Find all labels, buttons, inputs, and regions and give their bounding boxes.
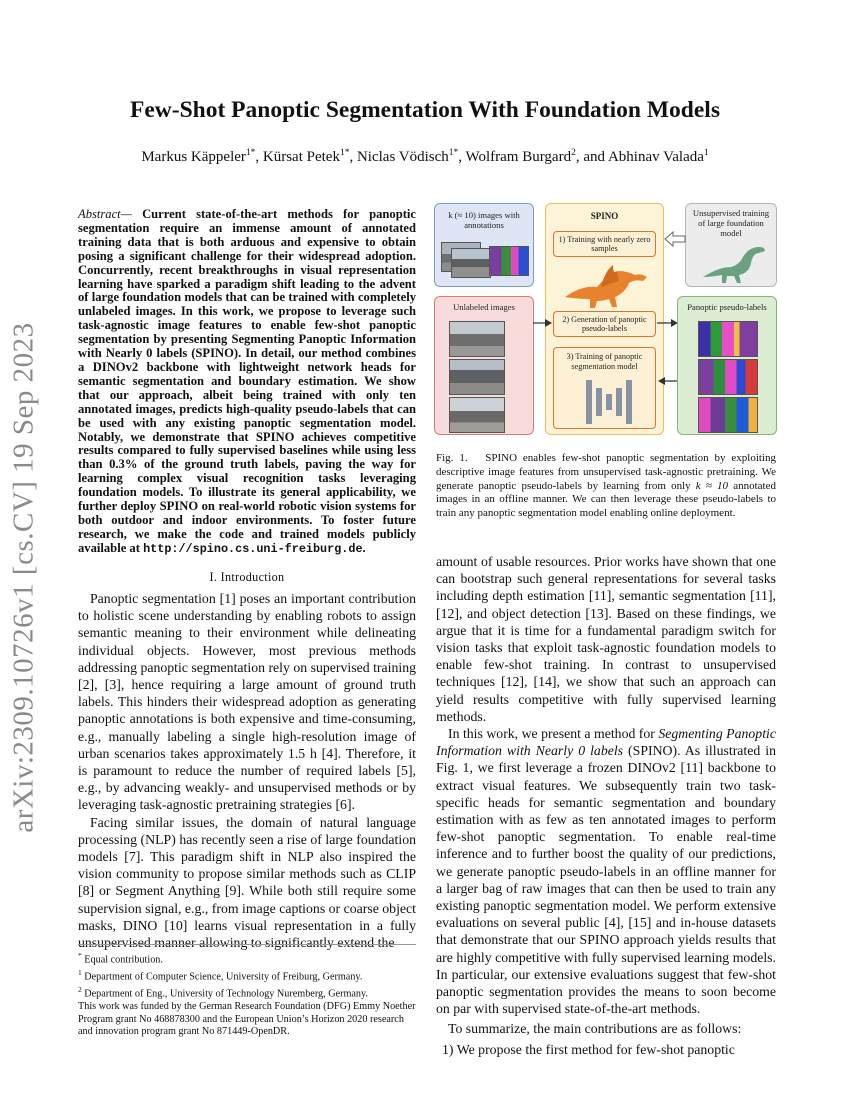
footnote-mark: 1: [78, 967, 82, 977]
figure-caption: [436, 452, 776, 521]
footnote-mark: 2: [78, 984, 82, 994]
arxiv-id-text: arXiv:2309.10726v1 [cs.CV] 19 Sep 2023: [7, 322, 40, 833]
footnote: [78, 984, 416, 1001]
paragraph-text: (SPINO). As illustrated in Fig. 1, we first leverage a frozen DINOv2 [11] backbone to extract visual features. We subsequently train two task-specific heads for semantic segmentation and boundary estimation with as few as ten annotated images to perform few-shot panoptic segmentation. To enable real-time inference and to further boost the quality of our predictions, we generate panoptic pseudo-labels in an offline manner for a larger bag of raw images that can then be used to train any existing panoptic segmentation model. We perform extensive evaluations on several public [4], [15] and in-house datasets that demonstrate that our SPINO approach yields results that are highly competitive with fully supervised learning models. In particular, our extensive evaluations suggest that few-shot panoptic segmentation provides the means to soon become on par with supervised state-of-the-art methods.: [436, 743, 776, 1017]
footnote-text: Equal contribution.: [84, 954, 163, 966]
annotated-images-box: [434, 203, 534, 287]
arrow-left-icon: [657, 376, 679, 386]
author-affiliation-mark: 1: [703, 148, 709, 158]
author-affiliation-mark: 2: [571, 148, 576, 158]
footnote: [78, 950, 416, 967]
paragraph-text: In this work, we present a method for: [448, 726, 655, 742]
abstract-label: Abstract—: [78, 207, 132, 221]
annotated-image-thumbnail: [451, 248, 491, 278]
step-2-box: 2) Generation of panoptic pseudo-labels: [553, 311, 656, 337]
arrow-left-icon: [663, 231, 687, 247]
unlabeled-image-thumbnail: [449, 397, 505, 433]
author-name: Wolfram Burgard: [465, 149, 572, 165]
caption-math: k ≈ 10: [695, 479, 729, 492]
pseudo-label-thumbnail: [698, 359, 758, 395]
spino-label: SPINO: [590, 211, 619, 221]
caption-text: SPINO enables few-shot panoptic segmentation by exploiting descriptive image features from unsupervised task-agnostic pretraining. We generate panoptic pseudo-labels by learning from only: [436, 452, 776, 492]
paper-title: Few-Shot Panoptic Segmentation With Foundation Models: [130, 97, 720, 123]
author-name: Niclas Vödisch: [356, 149, 449, 165]
unlabeled-images-box: [434, 296, 534, 435]
intro-paragraph: Panoptic segmentation [1] poses an important contribution to holistic scene understanding by enabling robots to assign semantic meaning to their environment while delineating individual objects. However, most previous methods addressing panoptic segmentation rely on supervised training [2], [3], hence requiring a large amount of ground truth labels. This hinders their widespread adoption as generating panoptic annotations is both expensive and time-consuming, e.g., manually labeling a single high-resolution image of urban scenarios takes approximately 1.5 h [4]. Therefore, it is paramount to reduce the number of required labels [5], e.g., by advancing weakly- and unsupervised methods or by leveraging task-agnostic pretraining strategies [6].: [78, 591, 416, 813]
section-heading: [78, 570, 416, 585]
annotation-mask-thumbnail: [489, 246, 529, 276]
figure-1-diagram: [434, 201, 778, 437]
abstract-end: .: [362, 540, 366, 555]
section-heading-text: I. Introduction: [209, 570, 285, 584]
abstract: [78, 208, 416, 557]
step-3-label: 3) Training of panoptic segmentation model: [566, 352, 643, 371]
unlabeled-image-thumbnail: [449, 321, 505, 357]
author-name: Abhinav Valada: [607, 149, 704, 165]
caption-text: annotated images in an offline manner. We can then leverage these pseudo-labels to train any panoptic segmentation model enabling online deployment.: [436, 479, 776, 520]
pseudo-labels-label: Panoptic pseudo-labels: [687, 302, 767, 312]
author-affiliation-mark: 1*: [448, 148, 459, 158]
project-url-link[interactable]: http://spino.cs.uni-freiburg.de: [143, 541, 363, 556]
pseudo-labels-box: [677, 296, 777, 435]
arrow-right-icon: [657, 318, 679, 328]
intro-left-column: [78, 570, 416, 951]
funding-note: This work was funded by the German Research Foundation (DFG) Emmy Noether Program grant No 468878300 and the European Union’s Horizon 2020 research and innovation program grant No 871449-OpenDR.: [78, 1000, 416, 1038]
arrow-right-icon: [533, 318, 553, 328]
author-conjunction: and: [583, 149, 605, 165]
footnote-text: Department of Computer Science, University of Freiburg, Germany.: [84, 971, 363, 983]
segmentation-network-icon: [584, 376, 634, 426]
caption-label: Fig. 1.: [436, 452, 468, 464]
intro-paragraph: Facing similar issues, the domain of natural language processing (NLP) has recently seen a rise of large foundation models [7]. This paradigm shift in NLP also inspired the vision community to propose similar methods such as CLIP [8] or Segment Anything [9]. While both still require some supervision signal, e.g., from image captions or coarse object masks, DINO [10] learns visual representation in a fully unsupervised manner allowing to significantly extend the: [78, 814, 416, 951]
intro-paragraph: amount of usable resources. Prior works have shown that one can bootstrap such general representations for several tasks including depth estimation [11], semantic segmentation [11], [12], and object detection [13]. Based on these findings, we argue that it is time for a fundamental paradigm switch for vision tasks that exploit task-agnostic foundation models to enable few-shot training. In contrast to unsupervised techniques [12], [14], we show that such an approach can yield results competitive with fully supervised learning methods.: [436, 554, 776, 724]
step-1-box: 1) Training with nearly zero samples: [553, 231, 656, 257]
footnote-mark: *: [78, 951, 82, 960]
intro-right-column: [436, 553, 776, 1058]
contribution-list-item: 1) We propose the first method for few-shot panoptic: [442, 1041, 735, 1057]
annotated-images-label: k (≈ 10) images with annotations: [448, 210, 520, 230]
author-list: Markus Käppeler$^{1*}$, Kürsat Petek$^{1*}$, Niclas Vödisch$^{1*}$, Wolfram Burgard$^2$, and Abhinav Valada$^1$: [141, 148, 709, 165]
author-affiliation-mark: 1*: [339, 148, 350, 158]
footnote-text: Department of Eng., University of Technology Nuremberg, Germany.: [84, 988, 369, 1000]
arxiv-side-stamp: [4, 295, 44, 860]
unlabeled-images-label: Unlabeled images: [453, 302, 515, 312]
dinosaur-icon: [557, 259, 652, 309]
footnote: [78, 967, 416, 984]
intro-paragraph: [436, 725, 776, 1017]
pseudo-label-thumbnail: [698, 397, 758, 433]
foundation-model-label: Unsupervised training of large foundation model: [692, 208, 770, 238]
foundation-model-dinosaur-icon: [699, 243, 769, 285]
footnotes: [78, 944, 416, 1039]
abstract-text: Current state-of-the-art methods for panoptic segmentation require an immense amount of annotated training data that is both arduous and expensive to obtain posing a significant challenge for their widespread adoption. Concurrently, recent breakthroughs in visual representation learning have sparked a paradigm shift leading to the advent of large foundation models that can be trained with completely unlabeled images. In this work, we propose to leverage such task-agnostic image features to enable few-shot panoptic segmentation by presenting Segmenting Panoptic Information with Nearly 0 labels (SPINO). In detail, our method combines a DINOv2 backbone with lightweight network heads for semantic segmentation and boundary estimation. We show that our approach, albeit being trained with only ten annotated images, predicts high-quality pseudo-labels that can be used with any existing panoptic segmentation model. Notably, we demonstrate that SPINO achieves competitive results compared to fully supervised baselines while using less than 0.3% of the ground truth labels, paving the way for learning complex visual recognition tasks leveraging foundation models. To illustrate its general applicability, we further deploy SPINO on real-world robotic vision systems for both outdoor and indoor environments. To foster future research, we make the code and trained models publicly available at: [78, 207, 416, 555]
author-affiliation-mark: 1*: [245, 148, 256, 158]
author-name: Kürsat Petek: [262, 149, 340, 165]
pseudo-label-thumbnail: [698, 321, 758, 357]
intro-paragraph: To summarize, the main contributions are as follows:: [448, 1021, 742, 1037]
unlabeled-image-thumbnail: [449, 359, 505, 395]
method-name-emphasis: Segmenting Panoptic Information with Nearly 0 labels: [436, 726, 776, 759]
author-name: Markus Käppeler: [141, 149, 246, 165]
